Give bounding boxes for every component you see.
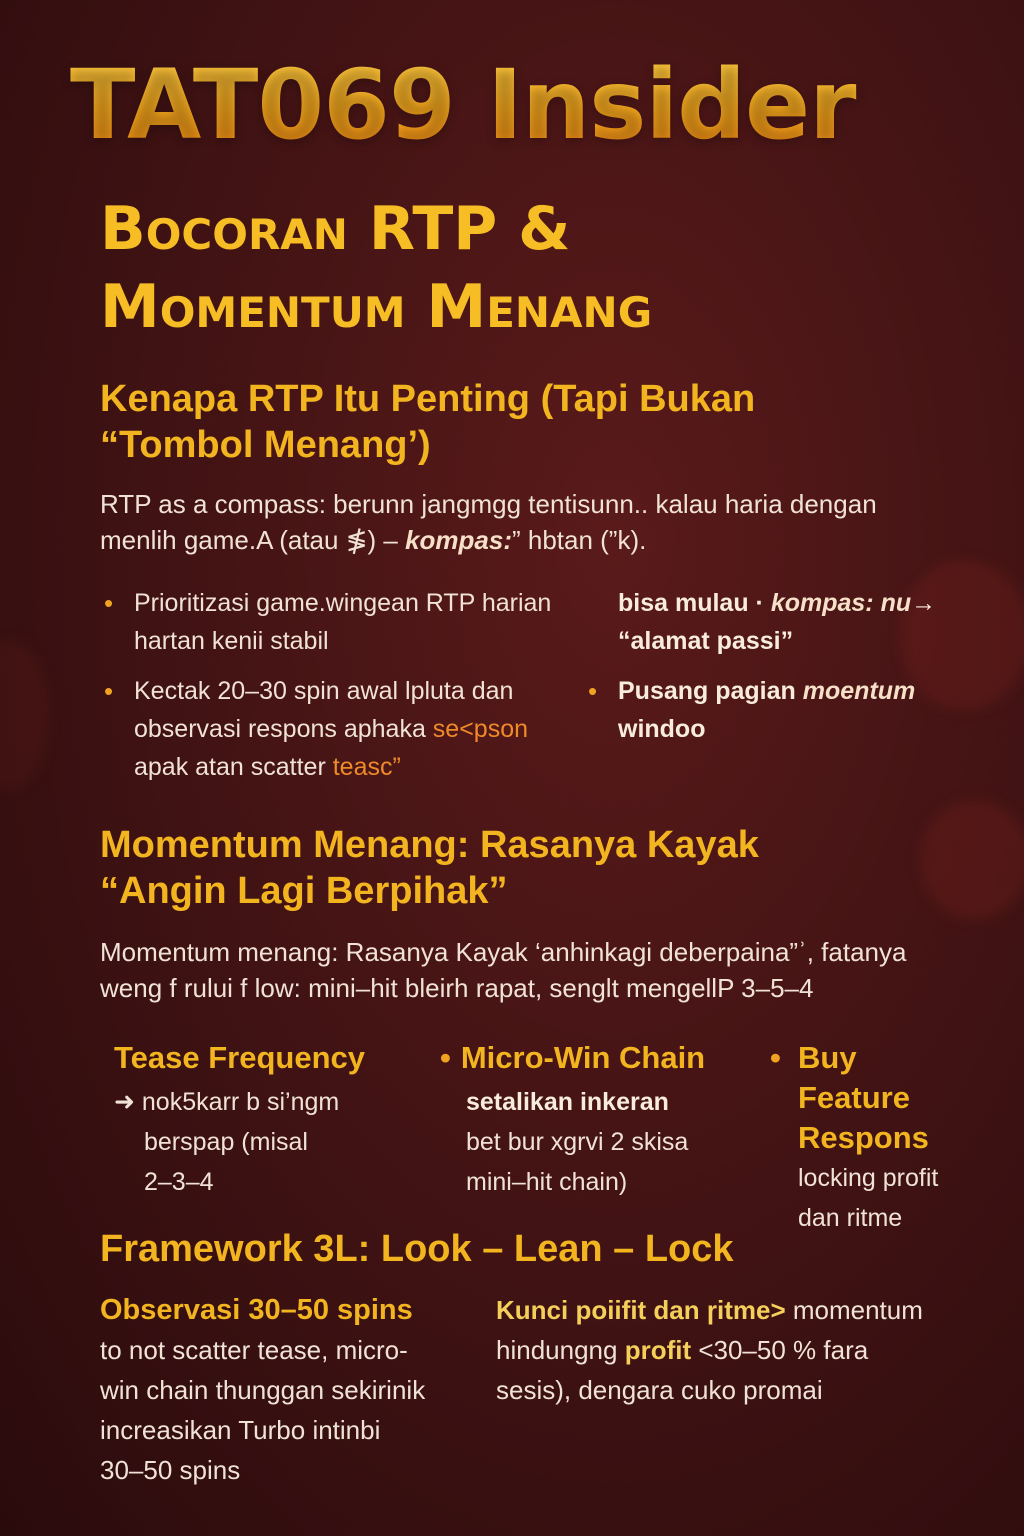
card-tease-frequency: Tease Frequency ➜ nok5karr b si’ngm berspap (misal 2–3–4 bbox=[114, 1040, 365, 1196]
bullet-dot-icon: • bbox=[440, 1040, 451, 1075]
list-item: • Prioritizasi game.wingean RTP harian hartan kenii stabil bbox=[100, 584, 614, 660]
bullet-dot-icon: • bbox=[104, 676, 114, 706]
list-item: • Kectak 20–30 spin awal lpluta dan observasi respons aphaka se<pson apak atan scatter teasc” bbox=[100, 672, 614, 786]
subtitle-line-2: Momentum Menang bbox=[100, 272, 653, 342]
section-2-heading: Momentum Menang: Rasanya Kayak “Angin Lagi Berpihak” bbox=[100, 824, 759, 912]
background-decoration bbox=[0, 640, 50, 790]
subtitle-line-1: Bocoran RTP & bbox=[100, 194, 571, 264]
section-3-heading: Framework 3L: Look – Lean – Lock bbox=[100, 1228, 734, 1270]
page-title: TAT069 Insider bbox=[70, 40, 970, 170]
bullet-dot-icon: • bbox=[770, 1040, 781, 1075]
section-1-heading: Kenapa RTP Itu Penting (Tapi Bukan “Tombol Menang’) bbox=[100, 378, 756, 466]
bullet-dot-icon: • bbox=[104, 588, 114, 618]
framework-look-column: Observasi 30–50 spins to not scatter tease, micro- win chain thunggan sekirinik increasikan Turbo intinbi 30–50 spins bbox=[100, 1294, 426, 1485]
note-item: • Pusang pagian moentum windoo bbox=[584, 672, 1018, 748]
section-1-intro: RTP as a compass: berunn jangmgg tentisunn.. kalau haria dengan menlih game.A (atau ≸) – kompas:” hbtan (”k). bbox=[100, 489, 877, 555]
bullet-dot-icon: • bbox=[588, 676, 598, 706]
arrow-right-icon: → bbox=[911, 589, 937, 617]
card-buy-feature-respons: • Buy Feature Respons locking profit dan ritme bbox=[770, 1040, 939, 1232]
note-item: bisa mulau · kompas: nu→ “alamat passi” bbox=[618, 589, 937, 655]
section-2-intro: Momentum menang: Rasanya Kayak ‘anhinkagi deberpaina”ʾ, fatanya weng f rului f low: mini–hit bleirh rapat, senglt mengellP 3–5–4 bbox=[100, 937, 907, 1003]
page-subtitle bbox=[100, 190, 960, 346]
card-micro-win-chain: • Micro-Win Chain setalikan inkeran bet bur xgrvi 2 skisa mini–hit chain) bbox=[440, 1040, 706, 1196]
framework-lock-column: Kunci poiifit dan ɼitme> momentum hindungng profit <30–50 % fara sesis), dengara cuko promai bbox=[496, 1295, 923, 1405]
